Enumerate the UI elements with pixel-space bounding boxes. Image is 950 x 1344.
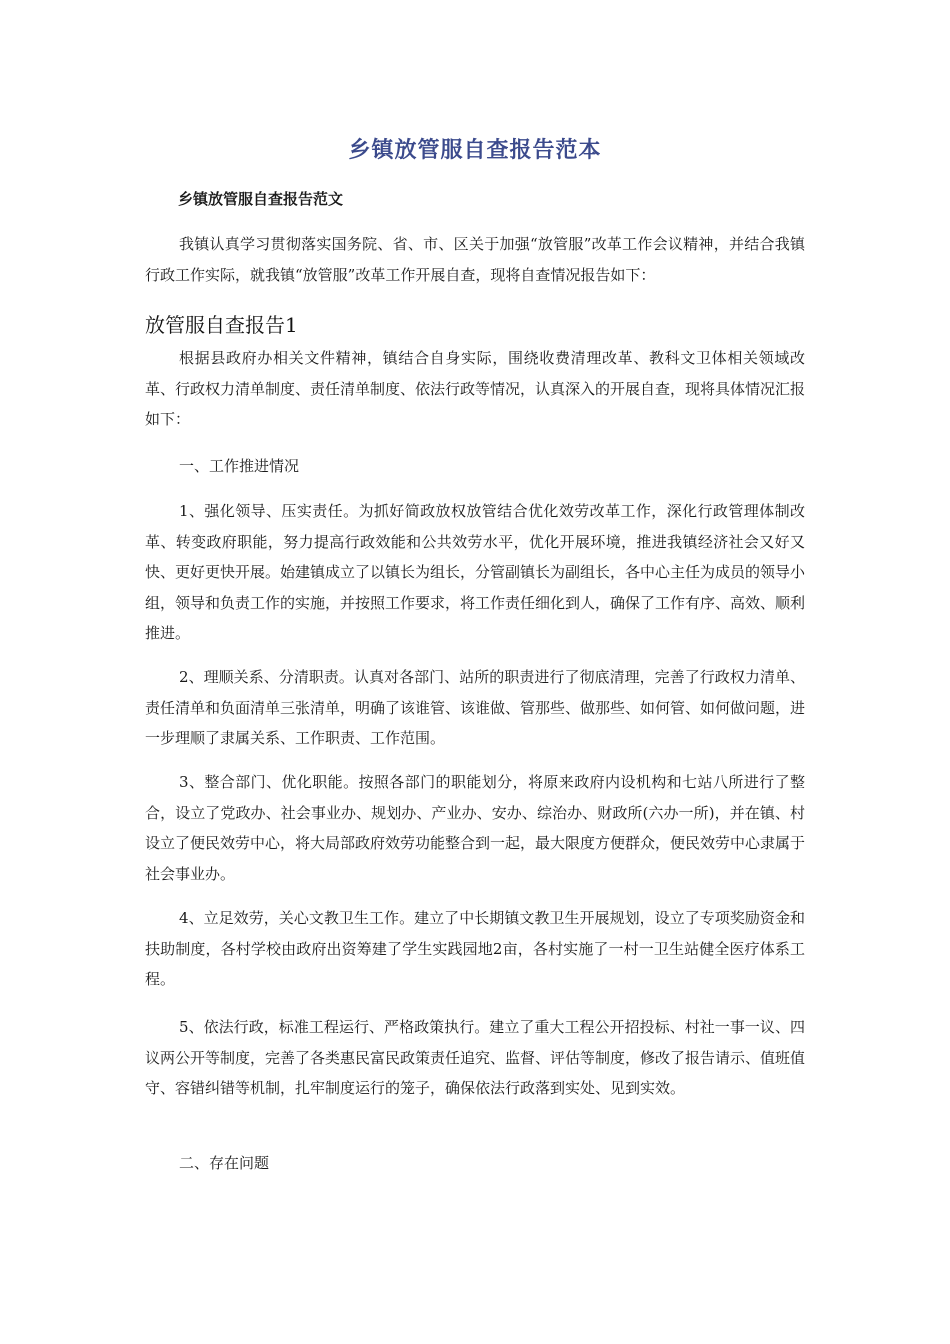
body-paragraph: 根据县政府办相关文件精神，镇结合自身实际，围绕收费清理改革、教科文卫体相关领域改革、行政权力清单制度、责任清单制度、依法行政等情况，认真深入的开展自查，现将具体情况汇报如下： xyxy=(145,349,806,428)
subheading-work-progress: 一、工作推进情况 xyxy=(179,457,300,475)
subheading-existing-problems: 二、存在问题 xyxy=(179,1154,270,1172)
body-paragraph: 5、依法行政，标准工程运行、严格政策执行。建立了重大工程公开招投标、村社一事一议、四议两公开等制度，完善了各类惠民富民政策责任追究、监督、评估等制度，修改了报告请示、值班值守、容错纠错等机制，扎牢制度运行的笼子，确保依法行政落到实处、见到实效。 xyxy=(145,1018,806,1097)
body-paragraph: 4、立足效劳，关心文教卫生工作。建立了中长期镇文教卫生开展规划，设立了专项奖励资金和扶助制度，各村学校由政府出资筹建了学生实践园地2亩，各村实施了一村一卫生站健全医疗体系工程。 xyxy=(145,909,805,988)
intro-paragraph: 我镇认真学习贯彻落实国务院、省、市、区关于加强“放管服”改革工作会议精神，并结合我镇行政工作实际，就我镇“放管服”改革工作开展自查，现将自查情况报告如下： xyxy=(145,235,805,284)
section-heading: 放管服自查报告1 xyxy=(145,313,298,337)
body-paragraph: 2、理顺关系、分清职责。认真对各部门、站所的职责进行了彻底清理，完善了行政权力清单、责任清单和负面清单三张清单，明确了该谁管、该谁做、管那些、做那些、如何管、如何做问题，进一步理顺了隶属关系、工作职责、工作范围。 xyxy=(145,668,806,747)
body-paragraph: 1、强化领导、压实责任。为抓好简政放权放管结合优化效劳改革工作，深化行政管理体制改革、转变政府职能，努力提高行政效能和公共效劳水平，优化开展环境，推进我镇经济社会又好又快、更好更快开展。始建镇成立了以镇长为组长，分管副镇长为副组长，各中心主任为成员的领导小组，领导和负责工作的实施，并按照工作要求，将工作责任细化到人，确保了工作有序、高效、顺利推进。 xyxy=(145,502,806,642)
document-subtitle: 乡镇放管服自查报告范文 xyxy=(178,190,344,208)
document-title: 乡镇放管服自查报告范本 xyxy=(348,138,602,163)
body-paragraph: 3、整合部门、优化职能。按照各部门的职能划分，将原来政府内设机构和七站八所进行了整合，设立了党政办、社会事业办、规划办、产业办、安办、综治办、财政所(六办一所)，并在镇、村设立了便民效劳中心，将大局部政府效劳功能整合到一起，最大限度方便群众，便民效劳中心隶属于社会事业办。 xyxy=(145,773,806,883)
